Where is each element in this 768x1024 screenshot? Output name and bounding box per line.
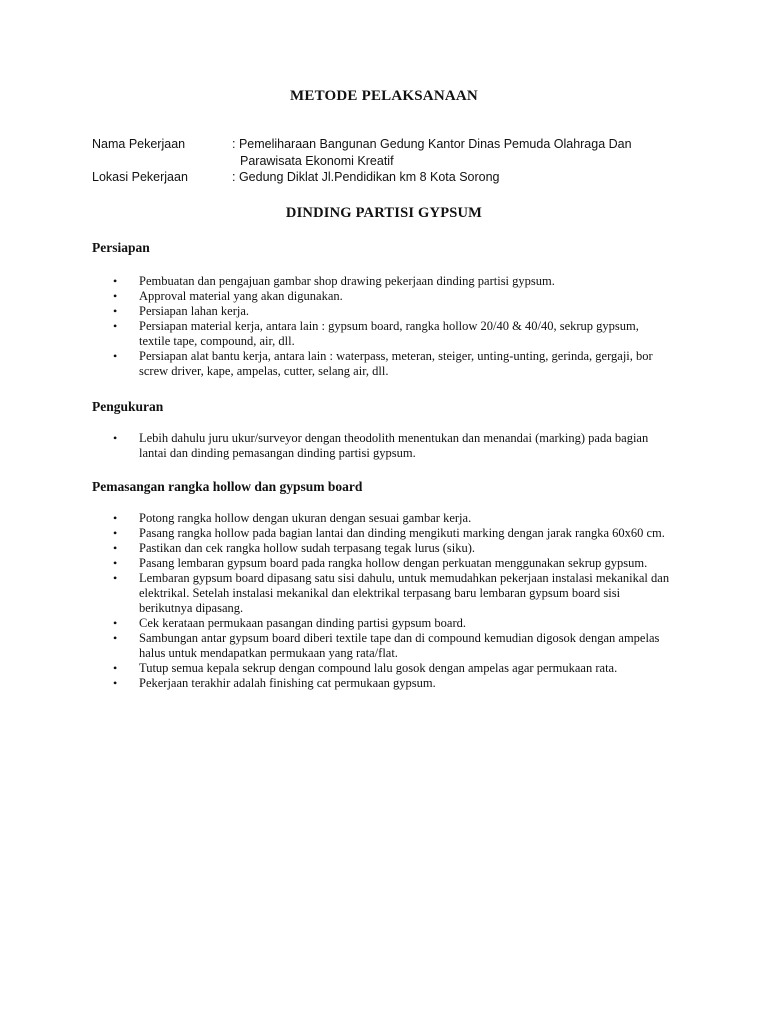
list-item: • Cek kerataan permukaan pasangan dinding partisi gypsum board. <box>92 616 672 631</box>
list-item: • Sambungan antar gypsum board diberi textile tape dan di compound kemudian digosok dengan ampelas halus untuk mendapatkan permukaan yang rata/flat. <box>92 631 672 661</box>
list-item: • Pekerjaan terakhir adalah finishing cat permukaan gypsum. <box>92 676 672 691</box>
document-title: METODE PELAKSANAAN <box>290 88 478 104</box>
job-name-row <box>92 136 672 153</box>
job-location-row <box>92 169 672 186</box>
list-item: • Pastikan dan cek rangka hollow sudah terpasang tegak lurus (siku). <box>92 541 672 556</box>
job-name-row-cont <box>92 153 672 170</box>
list-persiapan <box>92 274 672 379</box>
section-heading-persiapan: Persiapan <box>92 240 150 255</box>
list-item: • Approval material yang akan digunakan. <box>92 289 672 304</box>
list-item: • Lembaran gypsum board dipasang satu sisi dahulu, untuk memudahkan pekerjaan instalasi mekanikal dan elektrikal. Setelah instalasi mekanikal dan elektrikal terpasang baru lembaran gypsum board sisi berikutnya dipasang. <box>92 571 672 616</box>
section-heading-pengukuran: Pengukuran <box>92 399 164 414</box>
list-pemasangan <box>92 511 672 691</box>
section-title: DINDING PARTISI GYPSUM <box>285 205 483 221</box>
list-item: • Pembuatan dan pengajuan gambar shop drawing pekerjaan dinding partisi gypsum. <box>92 274 672 289</box>
list-item: • Potong rangka hollow dengan ukuran dengan sesuai gambar kerja. <box>92 511 672 526</box>
section-heading-pemasangan: Pemasangan rangka hollow dan gypsum board <box>92 479 363 494</box>
list-item: • Pasang lembaran gypsum board pada rangka hollow dengan perkuatan menggunakan sekrup gypsum. <box>92 556 672 571</box>
job-name-value-cont: Parawisata Ekonomi Kreatif <box>240 153 394 168</box>
job-name-label: Nama Pekerjaan <box>92 137 186 151</box>
job-info <box>92 136 672 186</box>
list-item: • Tutup semua kepala sekrup dengan compound lalu gosok dengan ampelas agar permukaan rata. <box>92 661 672 676</box>
list-item: • Pasang rangka hollow pada bagian lantai dan dinding mengikuti marking dengan jarak rangka 60x60 cm. <box>92 526 672 541</box>
list-item: • Persiapan alat bantu kerja, antara lain : waterpass, meteran, steiger, unting-unting, gerinda, gergaji, bor screw driver, kape, ampelas, cutter, selang air, dll. <box>92 349 672 379</box>
job-location-value: : Gedung Diklat Jl.Pendidikan km 8 Kota Sorong <box>232 170 500 184</box>
list-item: • Persiapan lahan kerja. <box>92 304 672 319</box>
list-pengukuran <box>92 431 672 461</box>
list-item: • Persiapan material kerja, antara lain : gypsum board, rangka hollow 20/40 & 40/40, sekrup gypsum, textile tape, compound, air, dll. <box>92 319 672 349</box>
job-location-label: Lokasi Pekerjaan <box>92 170 188 184</box>
list-item: • Lebih dahulu juru ukur/surveyor dengan theodolith menentukan dan menandai (marking) pada bagian lantai dan dinding pemasangan dinding partisi gypsum. <box>92 431 672 461</box>
job-name-value: : Pemeliharaan Bangunan Gedung Kantor Dinas Pemuda Olahraga Dan <box>232 137 632 151</box>
